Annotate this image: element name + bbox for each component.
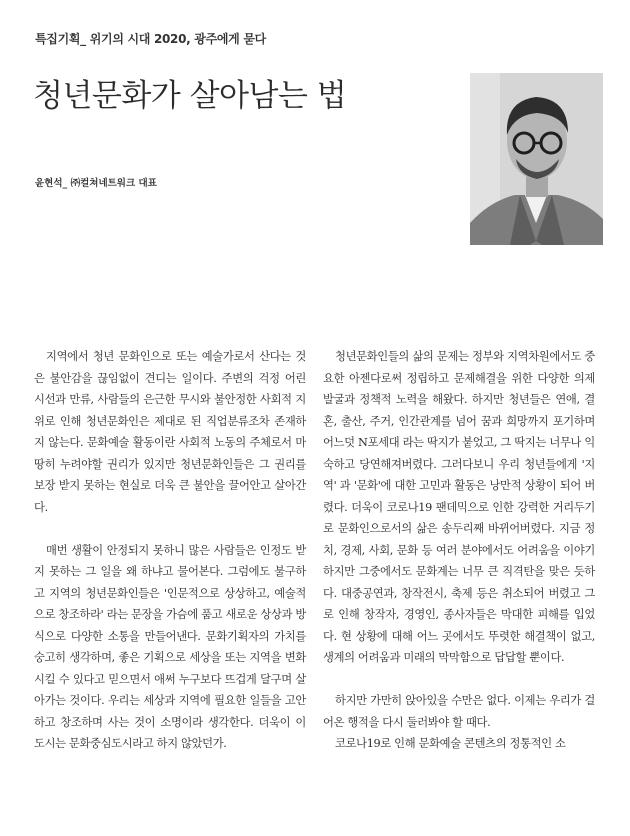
paragraph: 코로나19로 인해 문화예술 콘텐츠의 정통적인 소 xyxy=(335,737,566,750)
author-portrait-photo xyxy=(470,73,603,245)
paragraph: 지역에서 청년 문화인으로 또는 예술가로서 산다는 것은 불안감을 끊임없이 견디는 일이다. 주변의 걱정 어린 시선과 만류, 사람들의 은근한 무시와 불안정한 사회적 지위로 인해 청년문화인은 제대로 된 직업분류조차 존재하지 않는다. 문화예술 활동이란 사회적 노동의 주체로서 마땅히 누려야할 권리가 있지만 청년문화인들은 그 권리를 보장 받지 못하는 현실로 더욱 큰 불안을 끌어안고 살아간다. xyxy=(34,350,306,514)
body-column-right xyxy=(323,346,595,755)
paragraph: 매번 생활이 안정되지 못하니 많은 사람들은 인정도 받지 못하는 그 일을 왜 하냐고 물어본다. 그럼에도 불구하고 지역의 청년문화인들은 '인문적으로 상상하고, 예술적으로 창조하라' 라는 문장을 가슴에 품고 새로운 상상과 방식으로 다양한 소통을 만들어낸다. 문화기획자의 가치를 숭고히 생각하며, 좋은 기획으로 세상을 또는 지역을 변화시킬 수 있다고 믿으면서 애써 누구보다 뜨겁게 달구며 살아가는 것이다. 우리는 세상과 지역에 필요한 일들을 고안하고 창조하며 사는 것이 소명이라 생각한다. 더욱이 이 도시는 문화중심도시라고 하지 않았던가. xyxy=(34,543,306,750)
author-byline: 윤현석_ ㈜컬쳐네트워크 대표 xyxy=(35,178,157,189)
paragraph: 하지만 가만히 앉아있을 수만은 없다. 이제는 우리가 걸어온 행적을 다시 둘러봐야 할 때다. xyxy=(323,694,595,729)
article-title: 청년문화가 살아남는 법 xyxy=(33,78,347,114)
paragraph: 청년문화인들의 삶의 문제는 정부와 지역차원에서도 중요한 아젠다로써 정립하고 문제해결을 위한 다양한 의제 발굴과 정책적 노력을 해왔다. 하지만 청년들은 연애, 결혼, 출산, 주거, 인간관계를 넘어 꿈과 희망까지 포기하며 어느덧 N포세대 라는 딱지가 붙었고, 그 딱지는 너무나 익숙하고 당연해져버렸다. 그러다보니 우리 청년들에게 '지역' 과 '문화'에 대한 고민과 활동은 낭만적 상황이 되어 버렸다. 더욱이 코로나19 팬데믹으로 인한 강력한 거리두기로 문화인으로서의 삶은 송두리째 바뀌어버렸다. 지금 정치, 경제, 사회, 문화 등 여러 분야에서도 어려움을 이야기 하지만 그중에서도 문화계는 너무 큰 직격탄을 맞은 듯하다. 대중공연과, 창작전시, 축제 등은 취소되어 버렸고 그로 인해 창작자, 경영인, 종사자들은 막대한 피해를 입었다. 현 상황에 대해 어느 곳에서도 뚜렷한 해결책이 없고, 생계의 어려움과 미래의 막막함으로 답답할 뿐이다. xyxy=(323,350,595,664)
section-label: 특집기획_ 위기의 시대 2020, 광주에게 묻다 xyxy=(35,32,266,46)
body-column-left xyxy=(34,346,306,755)
portrait-illustration xyxy=(470,73,603,245)
